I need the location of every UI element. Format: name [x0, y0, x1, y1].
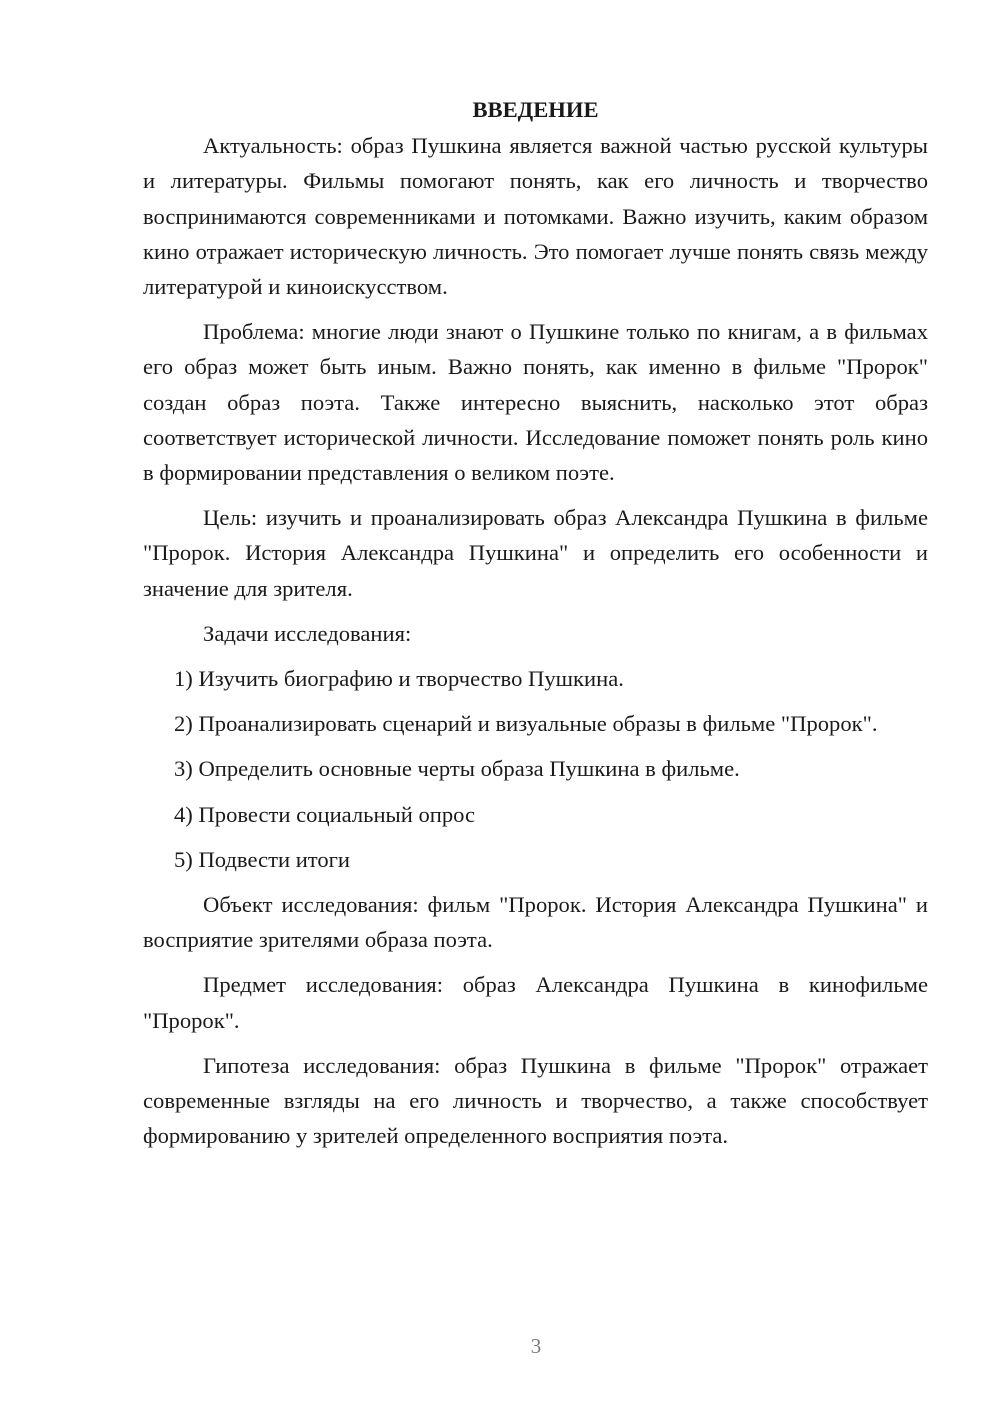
task-item: 4) Провести социальный опрос	[174, 801, 476, 827]
subject-paragraph: Предмет исследования: образ Александра Пушкина в кинофильме "Пророк".	[143, 972, 928, 1033]
task-item: 3) Определить основные черты образа Пушкина в фильме.	[174, 756, 740, 782]
object-paragraph: Объект исследования: фильм "Пророк. История Александра Пушкина" и восприятие зрителями образа поэта.	[143, 892, 928, 953]
task-item: 1) Изучить биографию и творчество Пушкина.	[174, 666, 624, 692]
page-content	[143, 92, 928, 1163]
task-item: 5) Подвести итоги	[174, 846, 351, 872]
page-title: ВВЕДЕНИЕ	[472, 97, 599, 122]
goal-paragraph: Цель: изучить и проанализировать образ Александра Пушкина в фильме "Пророк. История Александра Пушкина" и определить его особенности и значение для зрителя.	[143, 505, 928, 601]
task-item: 2) Проанализировать сценарий и визуальные образы в фильме "Пророк".	[174, 711, 878, 737]
relevance-paragraph: Актуальность: образ Пушкина является важной частью русской культуры и литературы. Фильмы помогают понять, как его личность и творчество воспринимаются современниками и потомками. Важно изучить, каким образом кино отражает историческую личность. Это помогает лучше понять связь между литературой и киноискусством.	[143, 133, 928, 300]
hypothesis-paragraph: Гипотеза исследования: образ Пушкина в фильме "Пророк" отражает современные взгляды на его личность и творчество, а также способствует формированию у зрителей определенного восприятия поэта.	[143, 1052, 928, 1149]
tasks-heading: Задачи исследования:	[203, 620, 412, 646]
page-number: 3	[530, 1334, 542, 1358]
problem-paragraph: Проблема: многие люди знают о Пушкине только по книгам, а в фильмах его образ может быть иным. Важно понять, как именно в фильме "Пророк" создан образ поэта. Также интересно выяснить, насколько этот образ соответствует исторической личности. Исследование поможет понять роль кино в формировании представления о великом поэте.	[143, 319, 928, 486]
